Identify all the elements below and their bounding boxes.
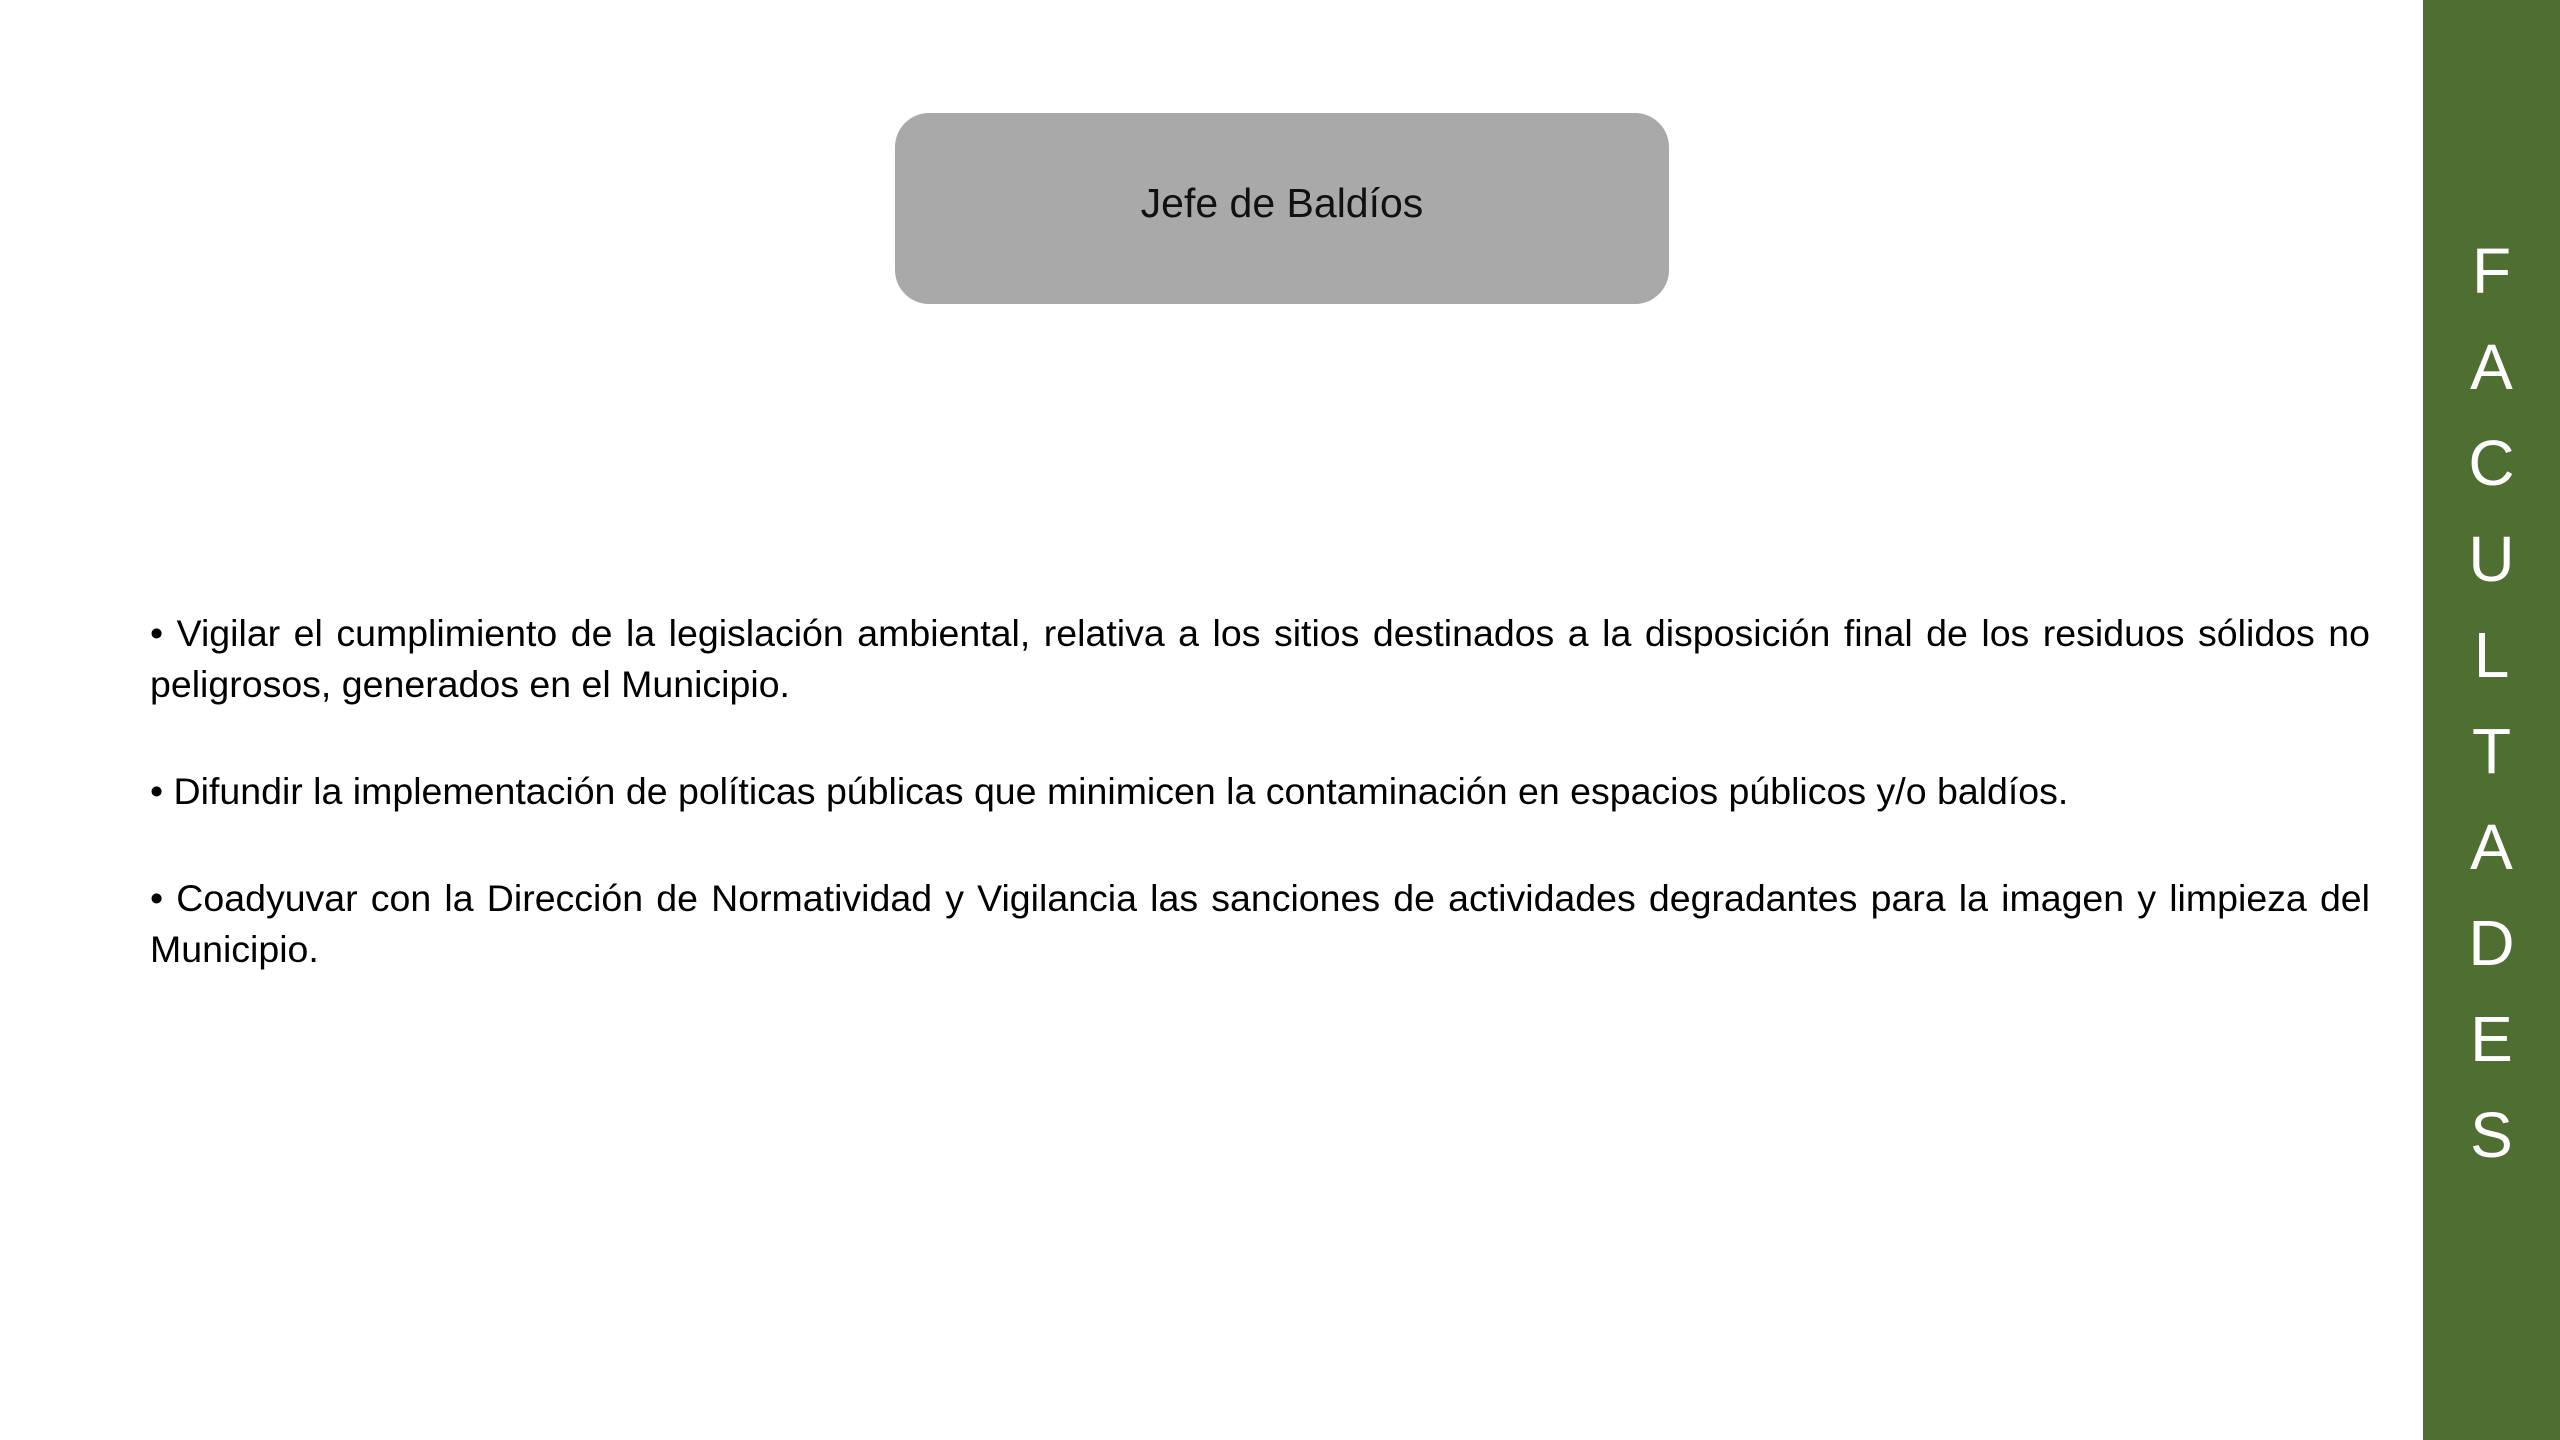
- sidebar: [2423, 0, 2560, 1440]
- sidebar-letter: S: [2470, 1099, 2513, 1171]
- bullet-item: • Difundir la implementación de políticas públicas que minimicen la contaminación en espacios públicos y/o baldíos.: [150, 770, 2069, 812]
- sidebar-letter: A: [2470, 331, 2513, 403]
- sidebar-letter: T: [2471, 715, 2512, 787]
- sidebar-letter: A: [2470, 811, 2513, 883]
- bullet-item: • Vigilar el cumplimiento de la legislación ambiental, relativa a los sitios destinados a la disposición final de los residuos sólidos no peligrosos, generados en el Municipio.: [150, 612, 2370, 705]
- slide-title: Jefe de Baldíos: [1140, 180, 1424, 226]
- bullet-item: • Coadyuvar con la Dirección de Normatividad y Vigilancia las sanciones de actividades degradantes para la imagen y limpieza del Municipio.: [150, 877, 2370, 970]
- bullet-list: [150, 608, 2370, 1031]
- sidebar-letter: U: [2468, 523, 2515, 595]
- sidebar-letter: E: [2470, 1003, 2513, 1075]
- sidebar-letter: D: [2468, 907, 2515, 979]
- title-box: [895, 113, 1669, 304]
- vertical-word: [2423, 223, 2560, 1183]
- sidebar-letter: C: [2468, 427, 2515, 499]
- sidebar-letter: F: [2471, 235, 2512, 307]
- sidebar-letter: L: [2473, 619, 2510, 691]
